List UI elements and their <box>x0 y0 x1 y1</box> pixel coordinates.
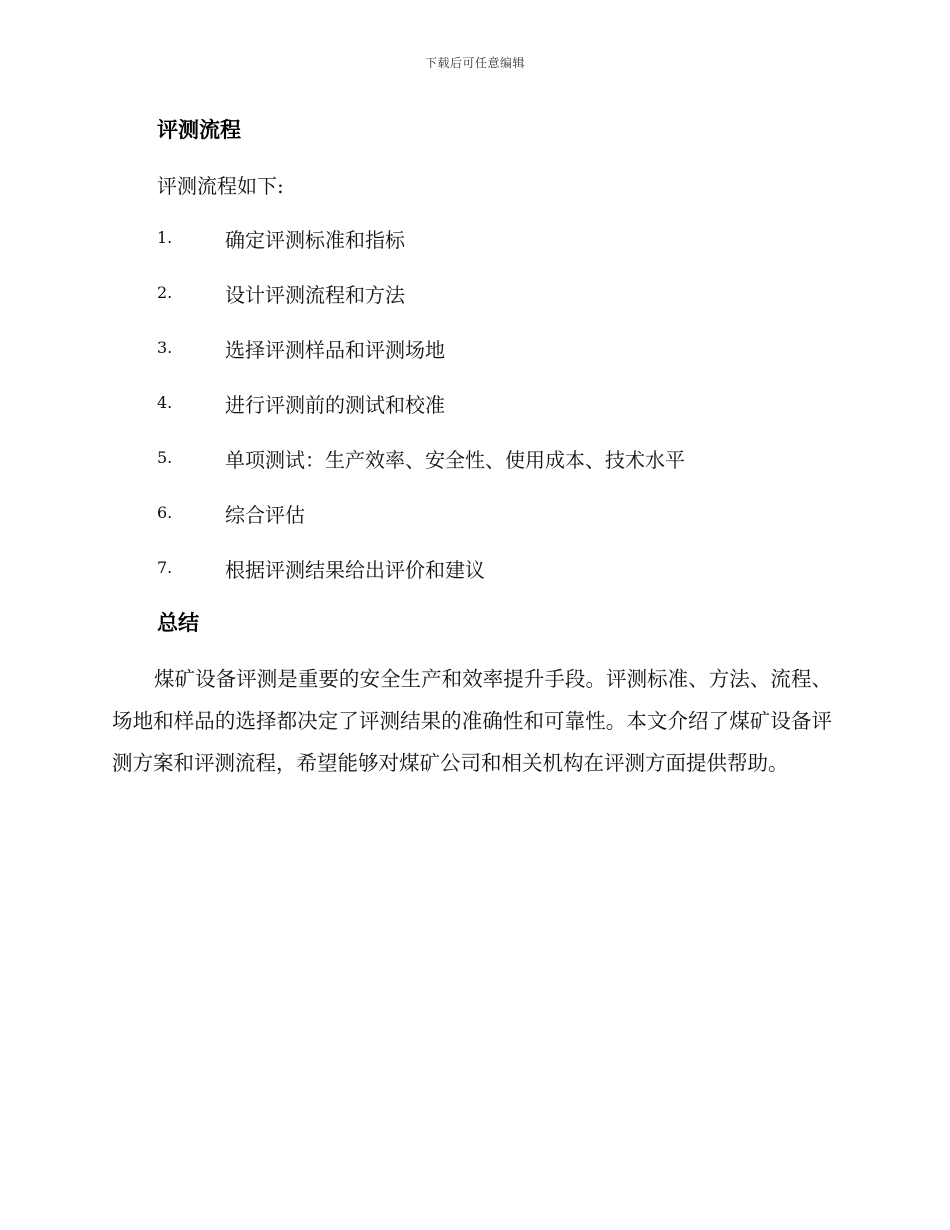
step-text: 综合评估 <box>225 503 305 527</box>
list-item <box>157 389 685 444</box>
list-item <box>157 499 685 554</box>
section-heading-summary: 总结 <box>157 611 199 635</box>
step-number: 2. <box>157 283 173 302</box>
step-text: 设计评测流程和方法 <box>225 283 405 307</box>
list-item <box>157 444 685 499</box>
step-number: 6. <box>157 503 173 522</box>
step-text: 单项测试：生产效率、安全性、使用成本、技术水平 <box>225 448 685 472</box>
list-item <box>157 279 685 334</box>
step-number: 5. <box>157 448 173 467</box>
list-item <box>157 334 685 389</box>
summary-paragraph: 煤矿设备评测是重要的安全生产和效率提升手段。评测标准、方法、流程、场地和样品的选择都决定了评测结果的准确性和可靠性。本文介绍了煤矿设备评测方案和评测流程，希望能够对煤矿公司和相关机构在评测方面提供帮助。 <box>112 667 832 775</box>
step-text: 根据评测结果给出评价和建议 <box>225 558 485 582</box>
step-number: 1. <box>157 228 173 247</box>
step-text: 进行评测前的测试和校准 <box>225 393 445 417</box>
step-number: 4. <box>157 393 173 412</box>
step-number: 7. <box>157 558 173 577</box>
list-item <box>157 554 685 609</box>
list-item <box>157 224 685 279</box>
step-text: 选择评测样品和评测场地 <box>225 338 445 362</box>
section-heading-process: 评测流程 <box>157 118 241 142</box>
process-intro: 评测流程如下: <box>157 174 284 198</box>
process-steps-list <box>157 224 685 609</box>
page-header-note: 下载后可任意编辑 <box>424 56 525 70</box>
step-number: 3. <box>157 338 173 357</box>
step-text: 确定评测标准和指标 <box>225 228 405 252</box>
